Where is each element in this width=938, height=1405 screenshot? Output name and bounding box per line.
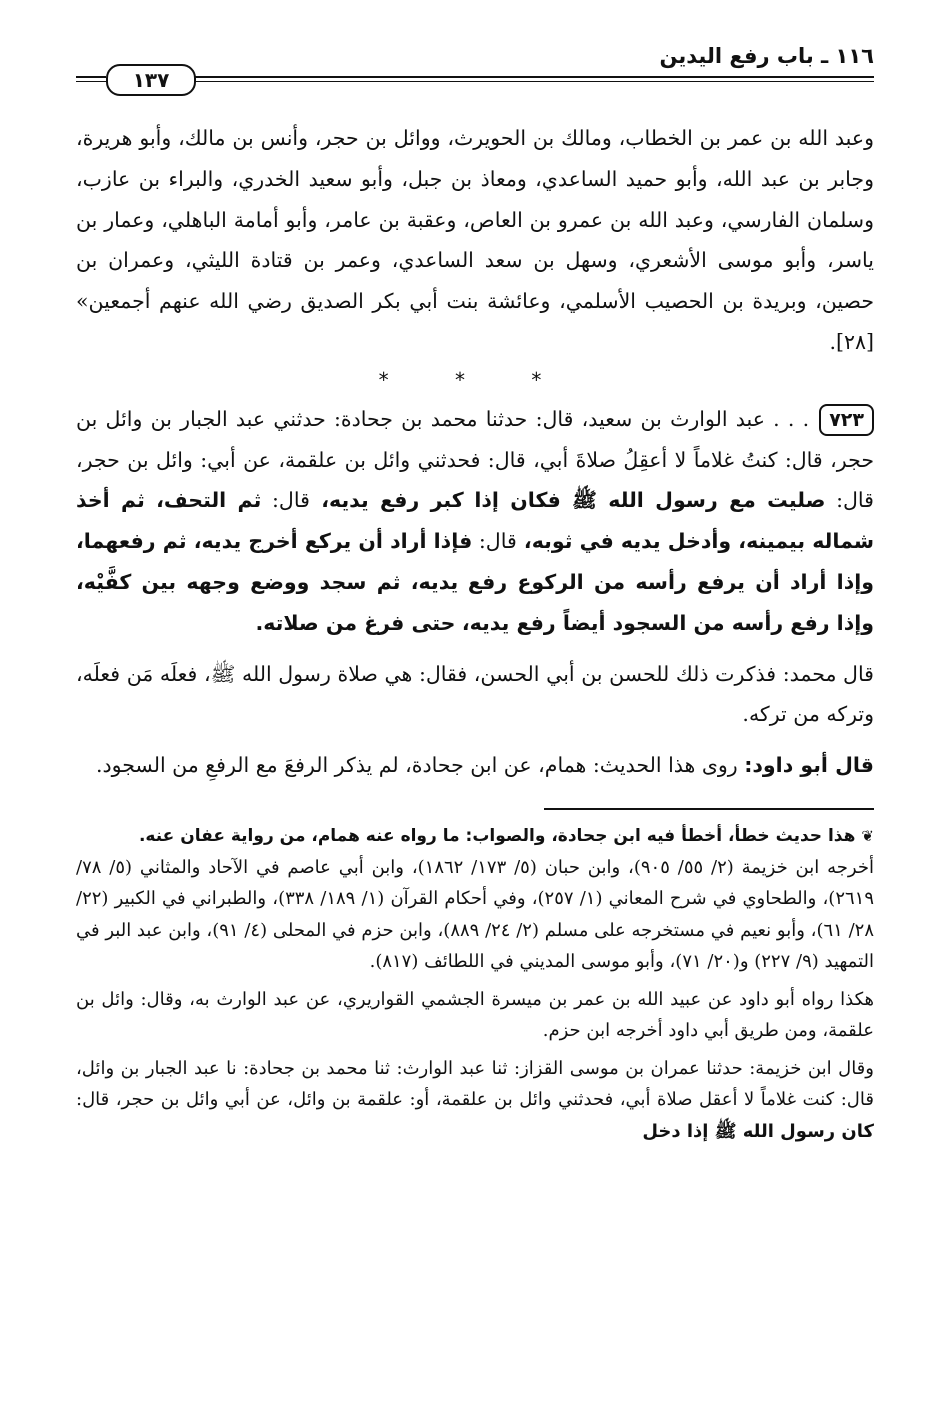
- text-line: علقمة، أو: علقمة بن وائل، عن أبي وائل بن حجر، قال:: [76, 1089, 488, 1111]
- text-line: وائل بن علقمة، عن أبي: وائل بن حجر، قال:: [76, 447, 874, 513]
- matn-bold: كان رسول الله ﷺ إذا دخل: [642, 1120, 874, 1142]
- footnote-separator: [544, 808, 874, 810]
- footnote-heading: [76, 820, 874, 852]
- text-line: أخرجه ابن خزيمة (٢/ ٥٥/ ٩٠٥)، وابن حبان (٥/ ١٧٣/ ١٨٦٢)، وابن أبي عاصم: [287, 856, 874, 878]
- text-line: وعائشة بنت أبي بكر الصديق رضي الله عنهم أجمعين» [٢٨].: [76, 289, 874, 354]
- text-line: وأبو هريرة، وجابر بن عبد الله، وأبو حميد الساعدي، ومعاذ بن جبل، وأبو سعيد: [76, 126, 874, 191]
- matn-bold: فإذا أراد أن يركع أخرج يديه، ثم رفعهما، وإذا أراد أن يرفع رأسه من الركوع رفع: [76, 529, 874, 594]
- main-text: [76, 118, 874, 1147]
- text-line: رسول الله ﷺ، فعلَه مَن فعلَه، وتركه من تركه.: [76, 661, 874, 727]
- text-line: هكذا رواه أبو داود عن عبيد الله بن عمر بن ميسرة الجشمي القواريري، عن: [305, 988, 874, 1010]
- text-line: . . . عبد الوارث بن سعيد، قال: حدثنا محمد بن جحادة: حدثني: [273, 406, 810, 431]
- text-line: روى هذا الحديث: همام، عن ابن جحادة، لم يذكر الرفعَ مع: [255, 753, 745, 778]
- text-line: قال:: [261, 488, 310, 513]
- header-rule: [194, 76, 874, 78]
- text-line: عبد الوارث به، وقال: وائل بن علقمة، ومن طريق أبي داود أخرجه ابن حزم.: [76, 988, 874, 1042]
- header-rule-left-thin: [76, 81, 106, 82]
- text-line: أحكام القرآن (١/ ١٨٩/ ٣٣٨)، والطبراني في الكبير (٢٢/ ٢٨/ ٦١)، وأبو نعيم في: [76, 888, 875, 941]
- text-line: قال:: [478, 529, 517, 554]
- abu-dawud-comment: [76, 745, 874, 786]
- text-line: مستخرجه على مسلم (٢/ ٢٤/ ٨٨٩)، وابن حزم في المحلى (٤/ ٩١)، وابن عبد البر في: [76, 919, 705, 941]
- chapter-title: ١١٦ ـ باب رفع اليدين: [659, 44, 874, 68]
- text-line: التمهيد (٩/ ٢٢٧) و(٢٠/ ٧١)، وأبو موسى المديني في اللطائف (٨١٧).: [369, 951, 874, 973]
- text-line: قال محمد: فذكرت ذلك للحسن بن أبي الحسن، فقال: هي صلاة: [337, 661, 874, 686]
- matn-bold: يديه، ثم سجد ووضع وجهه بين كفَّيْه، وإذا رفع رأسه من السجود أيضاً رفع يديه،: [76, 569, 874, 635]
- leaf-icon: ❦: [861, 826, 874, 845]
- matn-bold: حتى فرغ من صلاته.: [255, 610, 456, 635]
- header-rule-thin: [194, 81, 874, 82]
- running-header: [76, 44, 874, 92]
- text-line: وقال ابن خزيمة: حدثنا عمران بن موسى القزاز: ثنا عبد الوارث: ثنا محمد بن: [301, 1057, 874, 1079]
- text-line: في الآحاد والمثاني (٥/ ٧٨/ ٢٦١٩)، والطحاوي في شرح المعاني (١/ ٢٥٧)، وفي: [76, 856, 874, 910]
- text-line: عامر، وأبو أمامة الباهلي، وعمار بن ياسر، وأبو موسى الأشعري، وسهل بن سعد: [76, 207, 875, 273]
- matn-bold: صليت مع رسول الله ﷺ فكان إذا: [474, 488, 826, 513]
- hadith-number-badge: ٧٢٣: [819, 404, 874, 436]
- text-line: الخدري، والبراء بن عازب، وسلمان الفارسي، وعبد الله بن عمرو بن العاص، وعقبة بن: [76, 166, 874, 232]
- page-number: ١٣٧: [106, 64, 196, 96]
- text-line: الرفعِ من السجود.: [95, 753, 250, 778]
- muhammad-comment: [76, 654, 874, 736]
- header-rule-left: [76, 76, 106, 78]
- matn-bold: كبر رفع يديه،: [309, 488, 464, 513]
- comment-label: قال أبو داود:: [744, 753, 874, 778]
- section-divider: * * *: [378, 367, 572, 392]
- paragraph-companions: [76, 118, 874, 363]
- matn-bold: ثم التحف، ثم أخذ شماله بيمينه، وأدخل يديه في ثوبه،: [76, 488, 874, 554]
- hadith-paragraph: [76, 399, 874, 644]
- text-line: وعبد الله بن عمر بن الخطاب، ومالك بن الحويرث، ووائل بن حجر، وأنس بن مالك،: [178, 126, 874, 150]
- footnote-heading-text: هذا حديث خطأ، أخطأ فيه ابن جحادة، والصواب: ما رواه عنه همام، من رواية عفان عنه.: [138, 825, 856, 846]
- text-line: جحادة: نا عبد الجبار بن وائل، قال: كنت غلاماً لا أعقل صلاة أبي، فحدثني وائل بن: [76, 1057, 874, 1111]
- footnote-paragraph: [76, 1053, 874, 1148]
- text-line: الساعدي، وعمر بن قتادة الليثي، وعمران بن حصين، وبريدة بن الحصيب الأسلمي،: [76, 248, 875, 314]
- text-line: عبد الجبار بن وائل بن حجر، قال: كنتُ غلاماً لا أعقِلُ صلاةَ أبي، قال: فحدثني: [76, 406, 874, 472]
- footnote-paragraph: [76, 852, 874, 978]
- footnote-paragraph: [76, 984, 874, 1047]
